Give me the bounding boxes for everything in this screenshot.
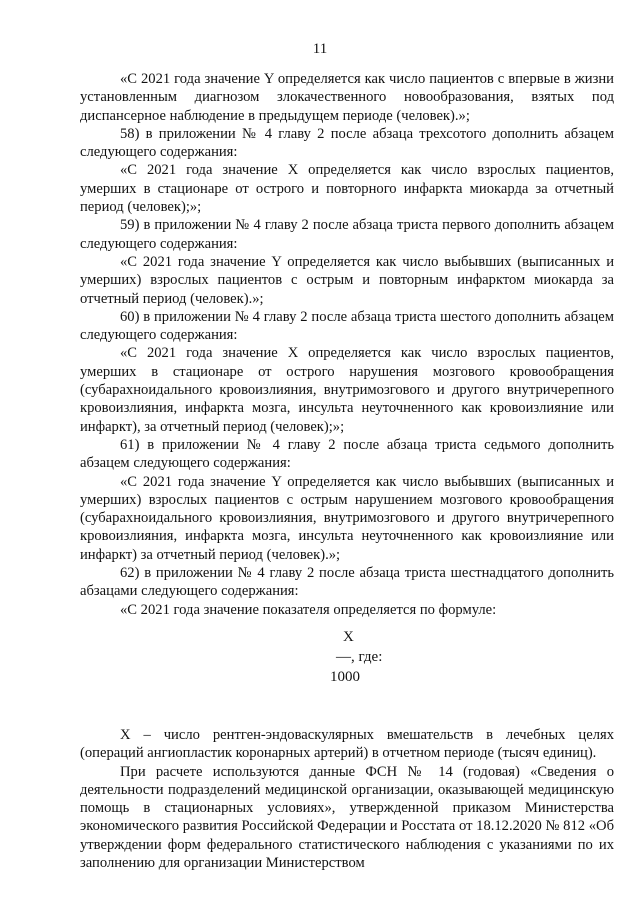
paragraph: 60) в приложении № 4 главу 2 после абзаца триста шестого дополнить абзацем следующего содержания: — [80, 308, 614, 344]
paragraph: «С 2021 года значение X определяется как число взрослых пациентов, умерших в стационаре от острого нарушения мозгового кровообращения (субарахноидального кровоизлияния, внутримозгового и другого внутричерепного кровоизлияния, инфаркта мозга, инсульта неуточненного как кровоизлияние или инфаркт), за отчетный период (человек);»; — [80, 345, 614, 435]
formula-fraction-bar: —, где: — [336, 648, 383, 665]
paragraph: 58) в приложении № 4 главу 2 после абзаца трехсотого дополнить абзацем следующего содержания: — [80, 125, 614, 161]
paragraph: «С 2021 года значение Y определяется как число выбывших (выписанных и умерших) взрослых пациентов с острым и повторным инфарктом миокарда за отчетный период (человек).»; — [80, 253, 614, 307]
paragraph: «С 2021 года значение Y определяется как число выбывших (выписанных и умерших) взрослых пациентов с острым нарушением мозгового кровообращения (субарахноидального кровоизлияния, внутримозгового и другого внутричерепного кровоизлияния, инфаркта мозга, инсульта неуточненного как кровоизлияние или инфаркт) за отчетный период (человек).»; — [80, 473, 614, 563]
paragraph: X – число рентген-эндоваскулярных вмешательств в лечебных целях (операций ангиопластик коронарных артерий) в отчетном периоде (тысяч единиц). — [80, 726, 614, 762]
paragraph: «С 2021 года значение X определяется как число взрослых пациентов, умерших в стационаре от острого и повторного инфаркта миокарда за отчетный период (человек);»; — [80, 162, 614, 216]
paragraph: 62) в приложении № 4 главу 2 после абзаца триста шестнадцатого дополнить абзацами следующего содержания: — [80, 565, 614, 600]
formula-denominator: 1000 — [330, 668, 360, 685]
paragraph: При расчете используются данные ФСН № 14 (годовая) «Сведения о деятельности подразделений медицинской организации, оказывающей медицинскую помощь в стационарных условиях», утвержденной приказом Министерства экономического развития Российской Федерации и Росстата от 18.12.2020 № 812 «Об утверждении форм федерального статистического наблюдения с указаниями по их заполнению для организации Министерством — [80, 763, 614, 871]
paragraph: «С 2021 года значение Y определяется как число пациентов с впервые в жизни установленным диагнозом злокачественного новообразования, взятых под диспансерное наблюдение в предыдущем периоде (человек).»; — [80, 71, 614, 124]
document-body — [80, 70, 614, 872]
paragraph: 61) в приложении № 4 главу 2 после абзаца триста седьмого дополнить абзацем следующего содержания: — [80, 436, 614, 472]
paragraph: 59) в приложении № 4 главу 2 после абзаца триста первого дополнить абзацем следующего содержания: — [80, 217, 614, 252]
paragraph: «С 2021 года значение показателя определяется по формуле: — [120, 601, 497, 618]
page-number: 11 — [312, 41, 328, 57]
formula-numerator: X — [343, 628, 354, 645]
formula — [80, 628, 614, 726]
